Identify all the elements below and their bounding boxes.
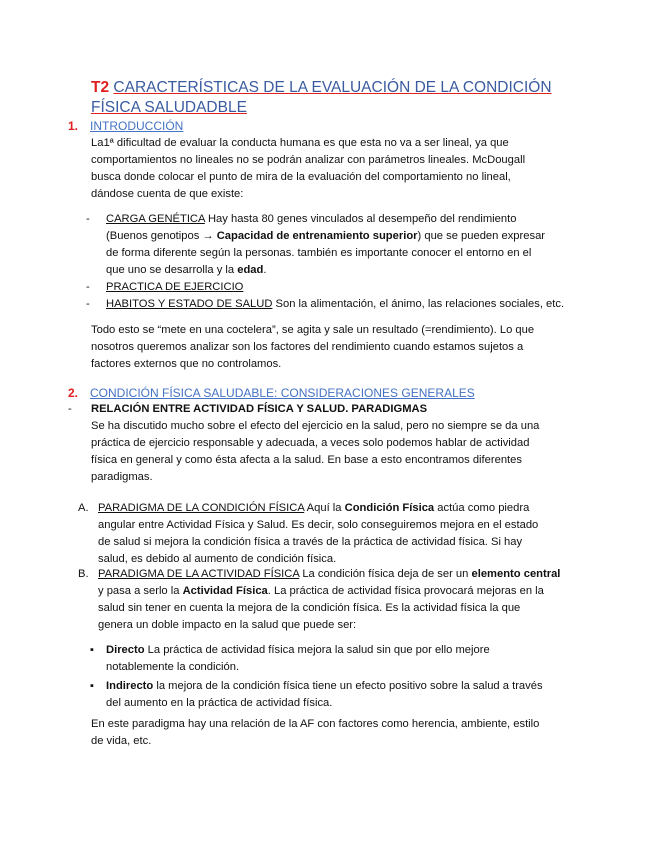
relation-line: paradigmas. bbox=[91, 471, 153, 483]
paradigm-a-line bbox=[78, 500, 608, 517]
item-text: (Buenos genotipos bbox=[106, 230, 203, 242]
paradigm-text: Aquí la bbox=[304, 502, 345, 514]
item-label: HABITOS Y ESTADO DE SALUD bbox=[106, 298, 273, 310]
list-item bbox=[86, 279, 586, 296]
relation-line: Se ha discutido mucho sobre el efecto del ejercicio en la salud, pero no siempre se da una bbox=[91, 420, 540, 432]
paradigm-text: actúa como piedra bbox=[434, 502, 530, 514]
item-text: ) que se pueden expresar bbox=[417, 230, 546, 242]
outro-line: factores externos que no controlamos. bbox=[91, 358, 282, 370]
relation-line: práctica de ejercicio responsable y adecuada, a veces solo podemos hablar de actividad bbox=[91, 437, 530, 449]
paradigm-a-label: PARADIGMA DE LA CONDICIÓN FÍSICA bbox=[98, 502, 305, 514]
item-text: Son la alimentación, el ánimo, las relaciones sociales, etc. bbox=[275, 298, 565, 310]
paradigm-b-label: PARADIGMA DE LA ACTIVIDAD FÍSICA bbox=[98, 568, 300, 580]
dash-marker: - bbox=[68, 403, 72, 415]
document-title bbox=[91, 78, 591, 118]
dash-marker: - bbox=[86, 281, 90, 293]
item-continuation bbox=[86, 228, 586, 245]
intro-line: La1ª dificultad de evaluar la conducta humana es que esta no va a ser lineal, ya que bbox=[91, 137, 509, 149]
paradigm-b-letter: B. bbox=[78, 568, 89, 580]
paradigm-a-line: de salud si mejora la condición física a través de la práctica de actividad física. Si hay bbox=[98, 536, 523, 548]
relation-paragraph bbox=[91, 418, 611, 486]
outro-paragraph bbox=[91, 322, 591, 373]
paradigm-a-line: salud, es debido al aumento de condición física. bbox=[98, 553, 337, 565]
bullet-indirect bbox=[106, 678, 606, 712]
paradigm-bold: elemento central bbox=[471, 568, 561, 580]
dash-marker: - bbox=[86, 213, 90, 225]
factor-list bbox=[86, 211, 586, 313]
outro-line: Todo esto se “mete en una coctelera”, se agita y sale un resultado (=rendimiento). Lo que bbox=[91, 324, 535, 336]
intro-line: dándose cuenta de que existe: bbox=[91, 188, 244, 200]
list-item bbox=[86, 211, 586, 228]
dash-marker: - bbox=[86, 298, 90, 310]
paradigm-bold: Actividad Física bbox=[182, 585, 268, 597]
title-prefix: T2 bbox=[91, 79, 110, 96]
bullet-line bbox=[106, 642, 606, 659]
paradigm-text: La condición física deja de ser un bbox=[299, 568, 472, 580]
section-1-label: INTRODUCCIÓN bbox=[90, 119, 184, 133]
paradigm-b-line bbox=[78, 583, 608, 600]
item-text: . bbox=[263, 264, 267, 276]
bullet-text: la mejora de la condición física tiene un efecto positivo sobre la salud a través bbox=[153, 680, 543, 692]
section-2-number: 2. bbox=[68, 386, 79, 400]
paradigm-a bbox=[78, 500, 608, 568]
item-label: CARGA GENÉTICA bbox=[106, 213, 205, 225]
paradigm-text: . La práctica de actividad física provocará mejoras en la bbox=[267, 585, 544, 597]
closing-line: de vida, etc. bbox=[91, 735, 152, 747]
item-bold: Capacidad de entrenamiento superior bbox=[216, 230, 418, 242]
bullet-text: La práctica de actividad física mejora la salud sin que por ello mejore bbox=[144, 644, 490, 656]
paradigm-bold: Condición Física bbox=[344, 502, 435, 514]
intro-line: busca donde colocar el punto de mira de la evaluación del comportamiento no lineal, bbox=[91, 171, 511, 183]
item-label: PRACTICA DE EJERCICIO bbox=[106, 281, 244, 293]
paradigm-a-line: angular entre Actividad Física y Salud. Es decir, solo conseguiremos mejora en el estado bbox=[98, 519, 539, 531]
outro-line: nosotros queremos analizar son los factores del rendimiento cuando estamos sujetos a bbox=[91, 341, 524, 353]
item-bold: edad bbox=[237, 264, 264, 276]
relation-subheading bbox=[68, 401, 598, 418]
item-continuation: de forma diferente según la personas. también es importante conocer el entorno en el bbox=[106, 247, 532, 259]
intro-paragraph bbox=[91, 135, 591, 203]
section-2-heading bbox=[68, 385, 475, 402]
bullet-icon: ▪ bbox=[90, 644, 94, 656]
item-text: que uno se desarrolla y la bbox=[106, 264, 238, 276]
bullet-direct bbox=[106, 642, 606, 676]
intro-line: comportamientos no lineales no se podrán analizar con parámetros lineales. McDougall bbox=[91, 154, 526, 166]
bullet-bold: Directo bbox=[106, 644, 145, 656]
subheading-text: RELACIÓN ENTRE ACTIVIDAD FÍSICA Y SALUD. PARADIGMAS bbox=[91, 403, 428, 415]
title-text: CARACTERÍSTICAS DE LA EVALUACIÓN DE LA CONDICIÓN FÍSICA SALUDADBLE bbox=[91, 79, 552, 116]
bullet-bold: Indirecto bbox=[106, 680, 154, 692]
paradigm-text: y pasa a serlo la bbox=[98, 585, 183, 597]
paradigm-a-letter: A. bbox=[78, 502, 89, 514]
section-2-label: CONDICIÓN FÍSICA SALUDABLE: CONSIDERACIONES GENERALES bbox=[90, 386, 475, 400]
relation-line: física en general y como ésta afecta a la salud. En base a esto encontramos diferentes bbox=[91, 454, 522, 466]
paradigm-b-line: salud sin tener en cuenta la mejora de la condición física. Es la actividad física la que bbox=[98, 602, 521, 614]
bullet-icon: ▪ bbox=[90, 680, 94, 692]
bullet-line: del aumento en la práctica de actividad física. bbox=[106, 697, 333, 709]
bullet-line bbox=[106, 678, 606, 695]
section-1-heading bbox=[68, 118, 183, 135]
section-1-number: 1. bbox=[68, 119, 79, 133]
item-continuation bbox=[86, 262, 586, 279]
bullet-line: notablemente la condición. bbox=[106, 661, 240, 673]
closing-paragraph bbox=[91, 716, 611, 750]
arrow-icon: → bbox=[202, 230, 214, 242]
list-item bbox=[86, 296, 586, 313]
closing-line: En este paradigma hay una relación de la AF con factores como herencia, ambiente, estilo bbox=[91, 718, 540, 730]
paradigm-b bbox=[78, 566, 608, 634]
paradigm-b-line: genera un doble impacto en la salud que puede ser: bbox=[98, 619, 357, 631]
item-text: Hay hasta 80 genes vinculados al desempeño del rendimiento bbox=[207, 213, 517, 225]
paradigm-b-line bbox=[78, 566, 608, 583]
